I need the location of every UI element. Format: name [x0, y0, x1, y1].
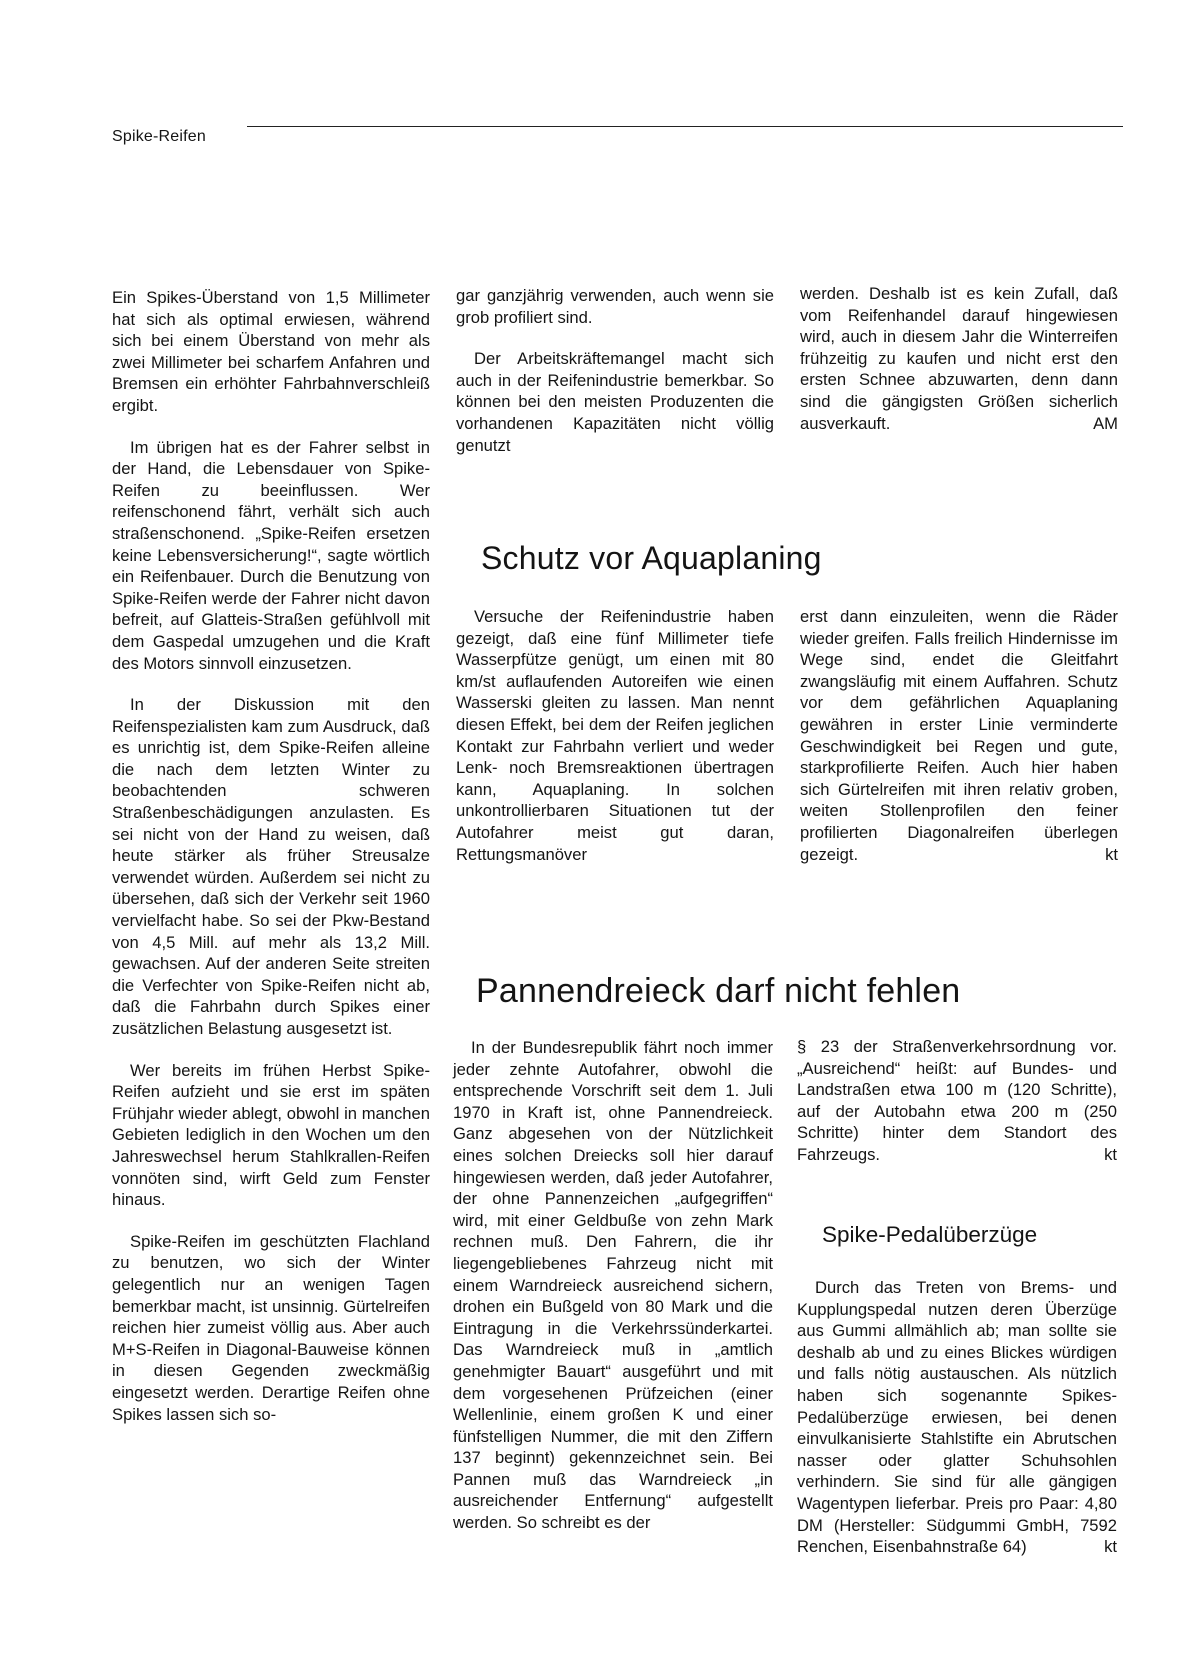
- article-pannendreieck-right: [797, 1036, 1117, 1166]
- author-signature: kt: [1104, 1537, 1117, 1557]
- article-spike-reifen: [112, 287, 430, 1425]
- paragraph: § 23 der Straßenverkehrsordnung vor. „Ausreichend“ heißt: auf Bundes- und Landstraßen etwa 100 m (120 Schritte), auf der Autobahn etwa 200 m (250 Schritte) hinter dem Standort des Fahrzeugs.: [797, 1037, 1117, 1164]
- author-signature: kt: [1104, 1144, 1117, 1164]
- paragraph: erst dann einzuleiten, wenn die Räder wieder greifen. Falls freilich Hindernisse im Wege sind, endet die Gleitfahrt zwangsläufig mit einem Auffahren. Schutz vor dem gefährlichen Aquaplaning gewähren in erster Linie verminderte Geschwindigkeit bei Regen und gute, starkprofilierte Reifen. Auch hier haben sich Gürtelreifen mit ihren relativ groben, weiten Stollenprofilen den feiner profilierten Diagonalreifen überlegen gezeigt.: [800, 607, 1118, 864]
- headline-aquaplaning: Schutz vor Aquaplaning: [481, 540, 822, 576]
- article-pedal: [797, 1277, 1117, 1558]
- paragraph: Der Arbeitskräftemangel macht sich auch in der Reifenindustrie bemerkbar. So können bei den meisten Produzenten die vorhandenen Kapazitäten nicht völlig genutzt: [456, 349, 774, 455]
- paragraph: gar ganzjährig verwenden, auch wenn sie grob profiliert sind.: [456, 286, 774, 327]
- headline-pannendreieck: Pannendreieck darf nicht fehlen: [476, 972, 961, 1010]
- author-signature: kt: [1105, 844, 1118, 864]
- article-pannendreieck-left: [453, 1037, 773, 1534]
- section-label: Spike-Reifen: [112, 128, 207, 145]
- paragraph: werden. Deshalb ist es kein Zufall, daß vom Reifenhandel darauf hingewiesen wird, auch in diesem Jahr die Winterreifen frühzeitig zu kaufen und nicht erst den ersten Schnee abzuwarten, denn dann sind die gängigsten Größen sicherlich ausverkauft.: [800, 284, 1118, 433]
- paragraph: Durch das Treten von Brems- und Kupplungspedal nutzen deren Überzüge aus Gummi allmählich ab; man sollte sie deshalb ab und zu eines Blickes würdigen und falls nötig austauschen. Als nützlich haben sich sogenannte Spikes-Pedalüberzüge erwiesen, bei denen einvulkanisierte Stahlstifte ein Abrutschen nasser oder glatter Schuhsohlen verhindern. Sie sind für alle gängigen Wagentypen lieferbar. Preis pro Paar: 4,80 DM (Hersteller: Südgummi GmbH, 7592 Renchen, Eisenbahnstraße 64): [797, 1278, 1117, 1557]
- paragraph: Spike-Reifen im geschützten Flachland zu benutzen, wo sich der Winter gelegentlich nur an wenigen Tagen bemerkbar macht, ist unsinnig. Gürtelreifen reichen hier zumeist völlig aus. Aber auch M+S-Reifen in Diagonal-Bauweise können in diesen Gegenden zweckmäßig eingesetzt werden. Derartige Reifen ohne Spikes lassen sich so-: [112, 1231, 430, 1424]
- paragraph: In der Bundesrepublik fährt noch immer jeder zehnte Autofahrer, obwohl die entsprechende Vorschrift seit dem 1. Juli 1970 in Kraft ist, ohne Pannendreieck. Ganz abgesehen von der Nützlichkeit eines solchen Dreiecks soll hier darauf hingewiesen werden, daß jeder Autofahrer, der ohne Pannenzeichen „aufgegriffen“ wird, mit einer Geldbuße von zehn Mark rechnen muß. Den Fahrern, die ihr liegengebliebenes Fahrzeug nicht mit einem Warndreieck ausreichend sichern, drohen ein Bußgeld von 80 Mark und die Eintragung in die Verkehrssünderkartei. Das Warndreieck muß in „amtlich genehmigter Bauart“ ausgeführt und mit dem vorgesehenen Prüfzeichen (einer Wellenlinie, einem großen K und einer fünfstelligen Nummer, die mit den Ziffern 137 beginnt) gekennzeichnet sein. Bei Pannen muß das Warndreieck „in ausreichender Entfernung“ aufgestellt werden. So schreibt es der: [453, 1038, 773, 1533]
- article-aquaplaning-right: [800, 606, 1118, 865]
- header-rule: [247, 126, 1123, 127]
- author-signature: AM: [1093, 413, 1118, 433]
- article-aquaplaning-left: [456, 606, 774, 865]
- paragraph: In der Diskussion mit den Reifenspezialisten kam zum Ausdruck, daß es unrichtig ist, dem Spike-Reifen alleine die nach dem letzten Winter zu beobachtenden schweren Straßenbeschädigungen anzulasten. Es sei nicht von der Hand zu weisen, daß heute stärker als früher Streusalze verwendet würden. Außerdem sei nicht zu übersehen, daß sich der Verkehr seit 1960 vervielfacht habe. So sei der Pkw-Bestand von 4,5 Mill. auf mehr als 13,2 Mill. gewachsen. Auf der anderen Seite streiten die Verfechter von Spike-Reifen nicht ab, daß die Fahrbahn durch Spikes einer zusätzlichen Belastung ausgesetzt ist.: [112, 695, 430, 1038]
- article-spike-reifen-end: [800, 283, 1118, 434]
- paragraph: Versuche der Reifenindustrie haben gezeigt, daß eine fünf Millimeter tiefe Wasserpfütze genügt, um einen mit 80 km/st auflaufenden Autoreifen wie einen Wasserski gleiten zu lassen. Man nennt diesen Effekt, bei dem der Reifen jeglichen Kontakt zur Fahrbahn verliert und weder Lenk- noch Bremsreaktionen übertragen kann, Aquaplaning. In solchen unkontrollierbaren Situationen tut der Autofahrer meist gut daran, Rettungsmanöver: [456, 607, 774, 864]
- paragraph: Ein Spikes-Überstand von 1,5 Millimeter hat sich als optimal erwiesen, während sich bei einem Überstand von mehr als zwei Millimeter bei scharfem Anfahren und Bremsen ein erhöhter Fahrbahnverschleiß ergibt.: [112, 288, 430, 415]
- paragraph: Im übrigen hat es der Fahrer selbst in der Hand, die Lebensdauer von Spike-Reifen zu beeinflussen. Wer reifenschonend fährt, verhält sich auch straßenschonend. „Spike-Reifen ersetzen keine Lebensversicherung!“, sagte wörtlich ein Reifenbauer. Durch die Benutzung von Spike-Reifen werde der Fahrer nicht davon befreit, auf Glatteis-Straßen gefühlvoll mit dem Gaspedal umzugehen und die Kraft des Motors sinnvoll einzusetzen.: [112, 437, 430, 673]
- article-spike-reifen-continued: [456, 285, 774, 456]
- paragraph: Wer bereits im frühen Herbst Spike-Reifen aufzieht und sie erst im späten Frühjahr wieder ablegt, obwohl in manchen Gebieten lediglich in den Wochen um den Jahreswechsel herum Stahlkrallen-Reifen vonnöten sind, wirft Geld zum Fenster hinaus.: [112, 1060, 430, 1210]
- headline-pedal: Spike-Pedalüberzüge: [822, 1222, 1038, 1247]
